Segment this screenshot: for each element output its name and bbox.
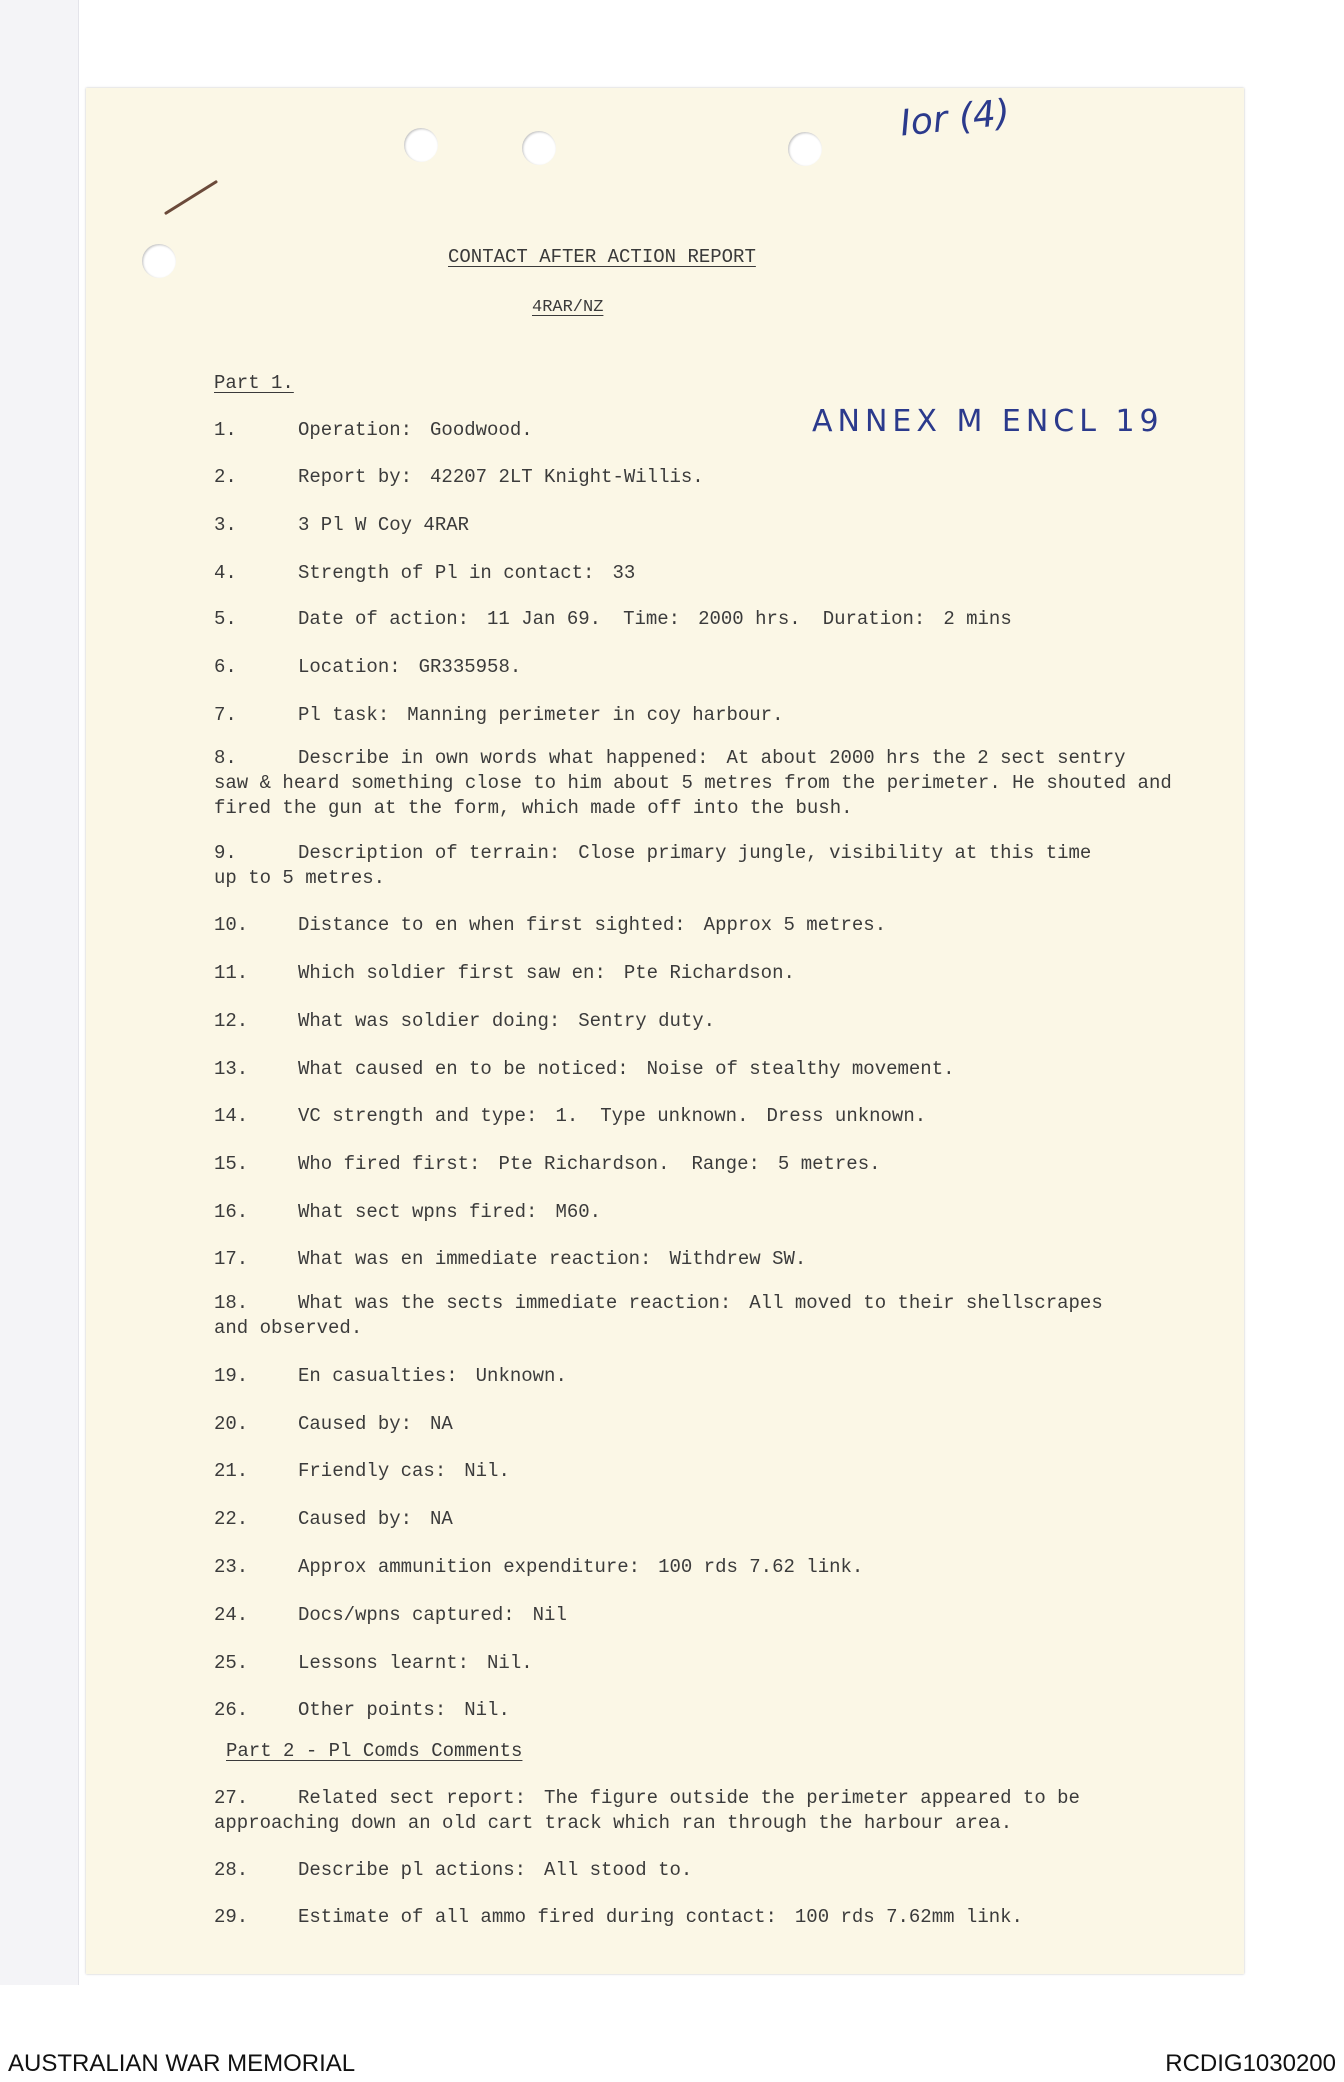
item-value: Withdrew SW. [669,1248,807,1270]
item-value: 11 Jan 69. [487,608,602,630]
item-label: Approx ammunition expenditure: [298,1556,641,1578]
item-value: 33 [612,562,636,584]
item-number: 20. [214,1413,249,1435]
report-item-2 [214,465,1174,490]
item-number: 27. [214,1787,249,1809]
item-number: 23. [214,1556,249,1578]
report-item-27 [214,1786,1174,1836]
item-number: 17. [214,1248,249,1270]
scan-background [0,0,79,1985]
item-label: What caused en to be noticed: [298,1058,629,1080]
item-continuation: up to 5 metres. [214,867,386,889]
report-item-16 [214,1200,1174,1225]
report-item-25 [214,1651,1174,1676]
item-number: 28. [214,1859,249,1881]
item-number: 29. [214,1906,249,1928]
item-label: Other points: [298,1699,447,1721]
item-value: Nil [532,1604,567,1626]
item-value: Noise of stealthy movement. [646,1058,955,1080]
item-value-duration: 2 mins [943,608,1012,630]
item-label: Caused by: [298,1413,413,1435]
item-number: 5. [214,608,237,630]
item-number: 2. [214,466,237,488]
paper-mark [164,180,218,215]
report-item-5 [214,607,1174,632]
item-number: 26. [214,1699,249,1721]
item-value: NA [430,1508,453,1530]
item-number: 11. [214,962,249,984]
report-title: CONTACT AFTER ACTION REPORT [448,246,756,268]
report-item-9 [214,841,1174,891]
report-item-29 [214,1905,1174,1930]
item-value: Nil. [487,1652,533,1674]
report-item-21 [214,1459,1174,1484]
item-label: Docs/wpns captured: [298,1604,515,1626]
report-item-13 [214,1057,1174,1082]
item-label: Related sect report: [298,1787,527,1809]
report-item-8 [214,746,1174,821]
item-number: 21. [214,1460,249,1482]
item-label: What was soldier doing: [298,1010,561,1032]
item-label: VC strength and type: [298,1105,538,1127]
item-number: 25. [214,1652,249,1674]
report-item-3 [214,513,1174,538]
item-value: Nil. [464,1460,510,1482]
report-item-10 [214,913,1174,938]
handwritten-folio: Ior (4) [898,92,1012,145]
handwritten-annex-note: ANNEX M ENCL 19 [812,404,1164,439]
item-continuation: saw & heard something close to him about 5 metres from the perimeter. He shouted and fired the gun at the form, which made off into the bush. [214,772,1172,819]
report-item-24 [214,1603,1174,1628]
report-item-14 [214,1104,1174,1129]
item-number: 19. [214,1365,249,1387]
item-value: Unknown. [475,1365,567,1387]
item-value: 3 Pl W Coy 4RAR [298,514,470,536]
item-number: 16. [214,1201,249,1223]
report-item-11 [214,961,1174,986]
item-value: M60. [555,1201,602,1223]
report-item-18 [214,1291,1174,1341]
item-number: 7. [214,704,237,726]
item-label: Who fired first: [298,1153,481,1175]
report-item-23 [214,1555,1174,1580]
item-number: 18. [214,1292,249,1314]
item-value: 100 rds 7.62mm link. [794,1906,1023,1928]
item-value-time: 2000 hrs. [698,608,801,630]
punch-hole [404,128,438,162]
item-label-type: Type unknown. [600,1105,749,1127]
item-value: 1. [555,1105,579,1127]
item-value: Pte Richardson. [498,1153,670,1175]
punch-hole [788,132,822,166]
item-label-range: Range: [691,1153,760,1175]
punch-hole [522,131,556,165]
item-label: Report by: [298,466,413,488]
item-label: Lessons learnt: [298,1652,470,1674]
item-label: Describe in own words what happened: [298,747,709,769]
item-value: Manning perimeter in coy harbour. [407,704,784,726]
item-value: Goodwood. [430,419,533,441]
item-value: The figure outside the perimeter appeared to be [544,1787,1080,1809]
item-label: Friendly cas: [298,1460,447,1482]
item-number: 9. [214,842,237,864]
report-item-6 [214,655,1174,680]
report-item-12 [214,1009,1174,1034]
item-label: Estimate of all ammo fired during contact: [298,1906,777,1928]
report-item-20 [214,1412,1174,1437]
item-value: Close primary jungle, visibility at this time [578,842,1092,864]
item-value: All stood to. [544,1859,693,1881]
item-value-range: 5 metres. [777,1153,881,1175]
item-label: Pl task: [298,704,390,726]
item-value: Nil. [464,1699,510,1721]
item-label-duration: Duration: [822,608,926,630]
item-value: GR335958. [418,656,522,678]
item-label: Operation: [298,419,413,441]
item-label: Description of terrain: [298,842,561,864]
item-number: 15. [214,1153,249,1175]
item-continuation: approaching down an old cart track which ran through the harbour area. [214,1812,1013,1834]
item-number: 3. [214,514,237,536]
item-label: Strength of Pl in contact: [298,562,595,584]
item-label: Date of action: [298,608,470,630]
footer-record-id: RCDIG1030200 [1165,2050,1336,2077]
item-value: All moved to their shellscrapes [749,1292,1103,1314]
item-label: What was the sects immediate reaction: [298,1292,732,1314]
item-number: 22. [214,1508,249,1530]
report-item-26 [214,1698,1174,1723]
unit-name: 4RAR/NZ [532,298,604,317]
report-item-4 [214,561,1174,586]
item-value: 100 rds 7.62 link. [658,1556,864,1578]
item-label: Caused by: [298,1508,413,1530]
item-label: Which soldier first saw en: [298,962,606,984]
item-number: 10. [214,914,249,936]
report-item-22 [214,1507,1174,1532]
report-item-19 [214,1364,1174,1389]
item-number: 13. [214,1058,249,1080]
item-label: What sect wpns fired: [298,1201,538,1223]
part-1-heading: Part 1. [214,372,294,394]
report-item-1 [214,418,1174,443]
item-label: What was en immediate reaction: [298,1248,652,1270]
item-number: 8. [214,747,237,769]
item-label: En casualties: [298,1365,458,1387]
report-item-7 [214,703,1174,728]
item-number: 4. [214,562,237,584]
item-value: 42207 2LT Knight-Willis. [430,466,704,488]
item-value: Approx 5 metres. [703,914,887,936]
item-value-dress: Dress unknown. [766,1105,927,1127]
item-value: At about 2000 hrs the 2 sect sentry [726,747,1126,769]
report-item-17 [214,1247,1174,1272]
part-2-heading: Part 2 - Pl Comds Comments [226,1740,523,1762]
item-number: 14. [214,1105,249,1127]
item-number: 6. [214,656,237,678]
report-item-28 [214,1858,1174,1883]
item-label: Describe pl actions: [298,1859,527,1881]
item-value: NA [430,1413,453,1435]
report-item-15 [214,1152,1174,1177]
item-value: Sentry duty. [578,1010,716,1032]
item-number: 1. [214,419,237,441]
item-number: 12. [214,1010,249,1032]
item-label-time: Time: [623,608,681,630]
footer-archive-name: AUSTRALIAN WAR MEMORIAL [8,2050,356,2077]
item-number: 24. [214,1604,249,1626]
punch-hole [142,244,176,278]
item-value: Pte Richardson. [623,962,795,984]
item-continuation: and observed. [214,1317,363,1339]
item-label: Distance to en when first sighted: [298,914,686,936]
item-label: Location: [298,656,401,678]
